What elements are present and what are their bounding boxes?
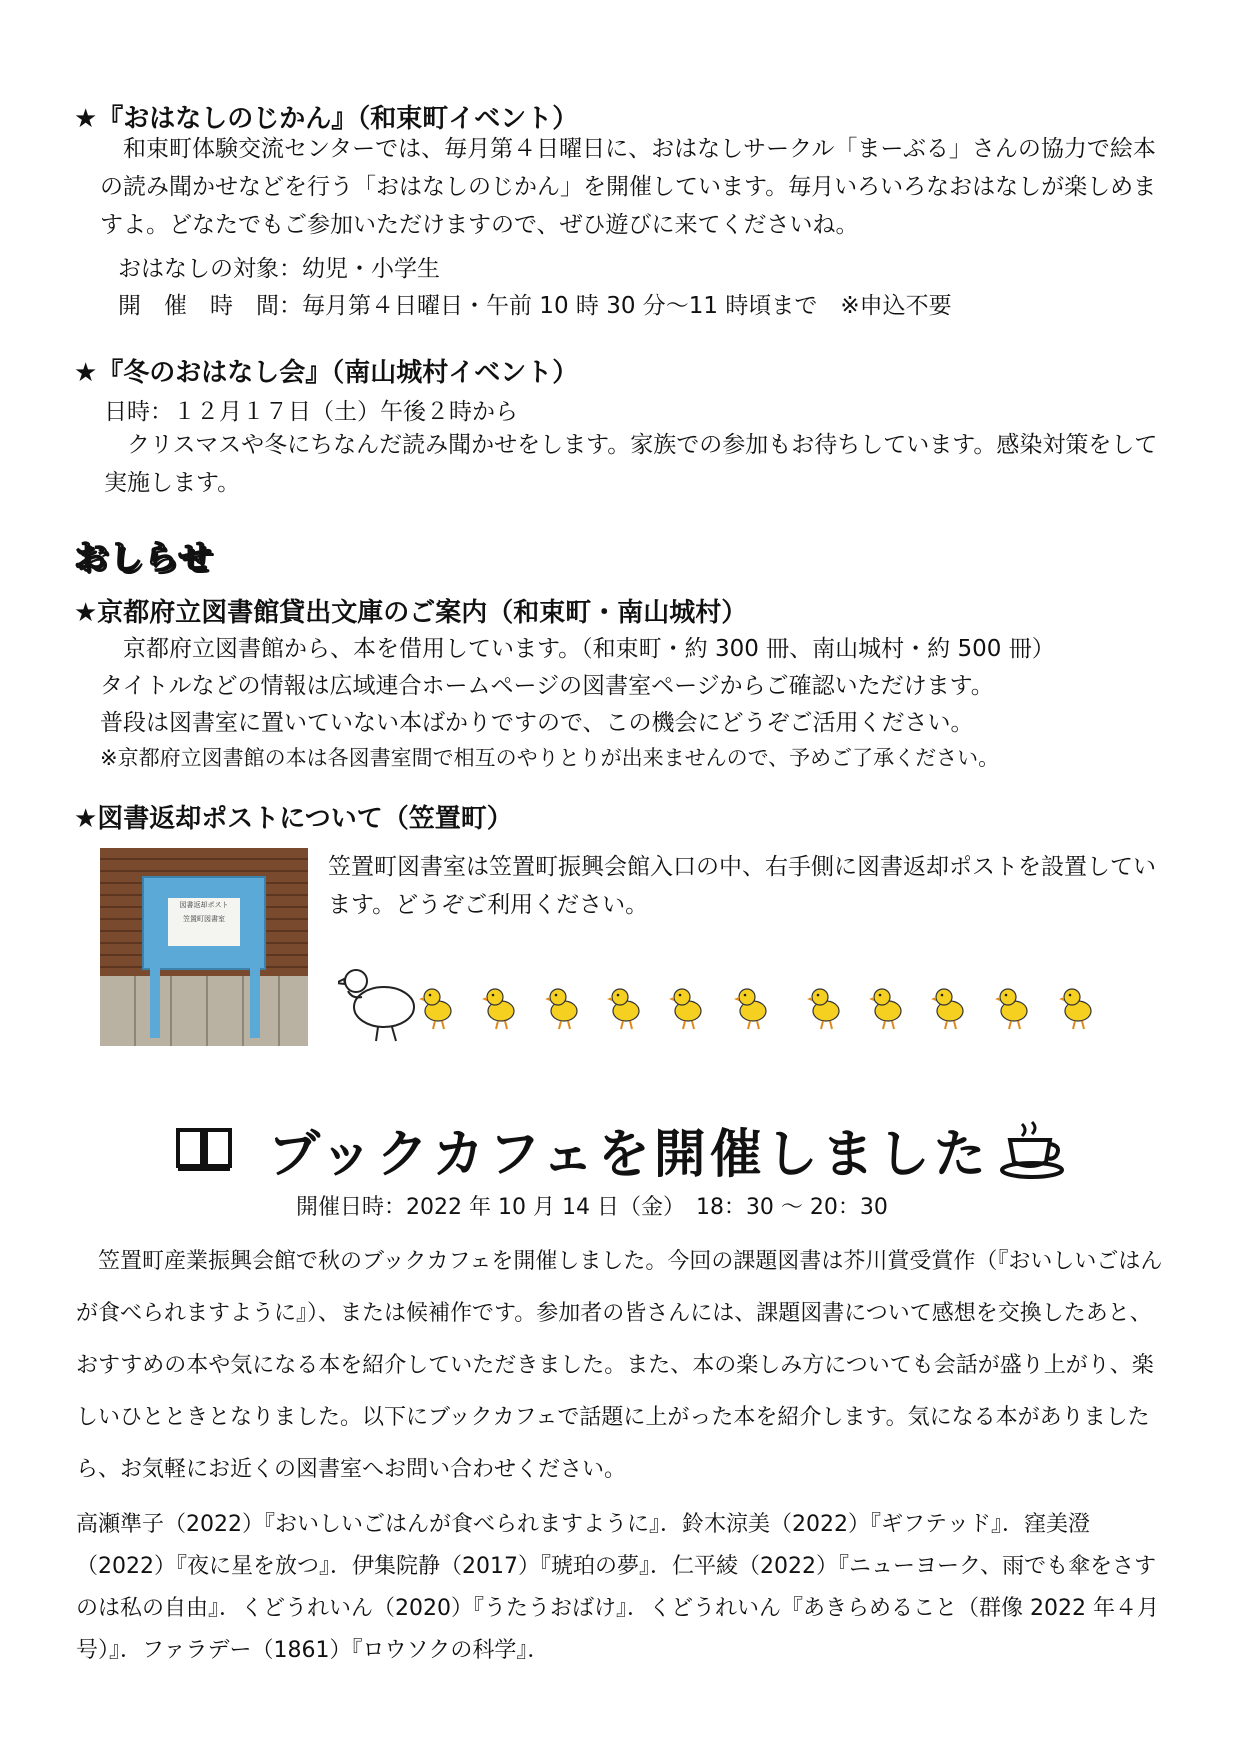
post-title: ★図書返却ポストについて（笠置町） (74, 804, 513, 834)
chick-icon (869, 989, 901, 1029)
postbox-leg (150, 966, 160, 1038)
bunko-line1: 京都府立図書館から、本を借用しています。（和束町・約 300 冊、南山城村・約 500 冊） (100, 636, 1055, 662)
postbox-leg (250, 966, 260, 1038)
fuyu-date: 日時：１２月１７日（土）午後２時から (104, 399, 518, 425)
chick-icon (995, 989, 1027, 1029)
chick-icon (734, 989, 766, 1029)
return-post-photo (100, 848, 308, 1046)
chick-icon (931, 989, 963, 1029)
postbox-label (168, 898, 240, 946)
ohanashi-target: おはなしの対象：幼児・小学生 (118, 256, 440, 282)
fuyu-body: クリスマスや冬にちなんだ読み聞かせをします。家族での参加もお待ちしています。感染対策をして実施します。 (104, 432, 1158, 496)
chick-icon (1059, 989, 1091, 1029)
duck-chick-illustration (338, 955, 1158, 1050)
chick-row (419, 989, 1091, 1029)
bunko-title: ★京都府立図書館貸出文庫のご案内（和束町・南山城村） (74, 598, 748, 628)
bunko-note: ※京都府立図書館の本は各図書室間で相互のやりとりが出来ませんので、予めご了承ください。 (100, 746, 1000, 770)
ohanashi-schedule: 開 催 時 間：毎月第４日曜日・午前 10 時 30 分～11 時頃まで ※申込不要 (118, 293, 952, 319)
chick-icon (607, 989, 639, 1029)
postbox (142, 876, 266, 970)
postbox-label-line2: 笠置町図書室 (183, 915, 225, 923)
chick-icon (807, 989, 839, 1029)
chick-icon (669, 989, 701, 1029)
oshirase-heading: おしらせ (74, 538, 213, 578)
duck-icon (338, 970, 414, 1041)
ohanashi-title: ★『おはなしのじかん』（和束町イベント） (74, 104, 579, 134)
bookcafe-references: 高瀬準子（2022）『おいしいごはんが食べられますように』．鈴木涼美（2022）『ギフテッド』．窪美澄（2022）『夜に星を放つ』．伊集院静（2017）『琥珀の夢』．仁平綾（2022）『ニューヨーク、雨でも傘をさすのは私の自由』．くどうれいん（2020）『うたうおばけ』．くどうれいん『あきらめること（群像 2022 年４月号）』．ファラデー（1861）『ロウソクの科学』． (76, 1512, 1159, 1663)
chick-icon (482, 989, 514, 1029)
bookcafe-title: ブックカフェを開催しました (268, 1125, 990, 1185)
bookcafe-body: 笠置町産業振興会館で秋のブックカフェを開催しました。今回の課題図書は芥川賞受賞作（『おいしいごはんが食べられますように』）、または候補作です。参加者の皆さんには、課題図書について感想を交換したあと、おすすめの本や気になる本を紹介していただきました。また、本の楽しみ方についても会話が盛り上がり、楽しいひとときとなりました。以下にブックカフェで話題に上がった本を紹介します。気になる本がありましたら、お気軽にお近くの図書室へお問い合わせください。 (76, 1249, 1163, 1482)
fuyu-title: ★『冬のおはなし会』（南山城村イベント） (74, 358, 579, 388)
open-book-icon (175, 1125, 233, 1173)
bunko-line2: タイトルなどの情報は広域連合ホームページの図書室ページからご確認いただけます。 (100, 673, 994, 699)
chick-icon (545, 989, 577, 1029)
bunko-line3: 普段は図書室に置いていない本ばかりですので、この機会にどうぞご活用ください。 (100, 710, 974, 736)
post-body: 笠置町図書室は笠置町振興会館入口の中、右手側に図書返却ポストを設置しています。どうぞご利用ください。 (328, 854, 1156, 918)
bookcafe-date: 開催日時：2022 年 10 月 14 日（金） 18：30 ～ 20：30 (296, 1195, 888, 1220)
ohanashi-body: 和束町体験交流センターでは、毎月第４日曜日に、おはなしサークル「まーぶる」さんの協力で絵本の読み聞かせなどを行う「おはなしのじかん」を開催しています。毎月いろいろなおはなしが楽しめますよ。どなたでもご参加いただけますので、ぜひ遊びに来てくださいね。 (100, 136, 1157, 238)
coffee-cup-icon (1000, 1118, 1070, 1180)
chick-icon (419, 989, 451, 1029)
postbox-label-line1: 図書返却ポスト (179, 901, 229, 909)
